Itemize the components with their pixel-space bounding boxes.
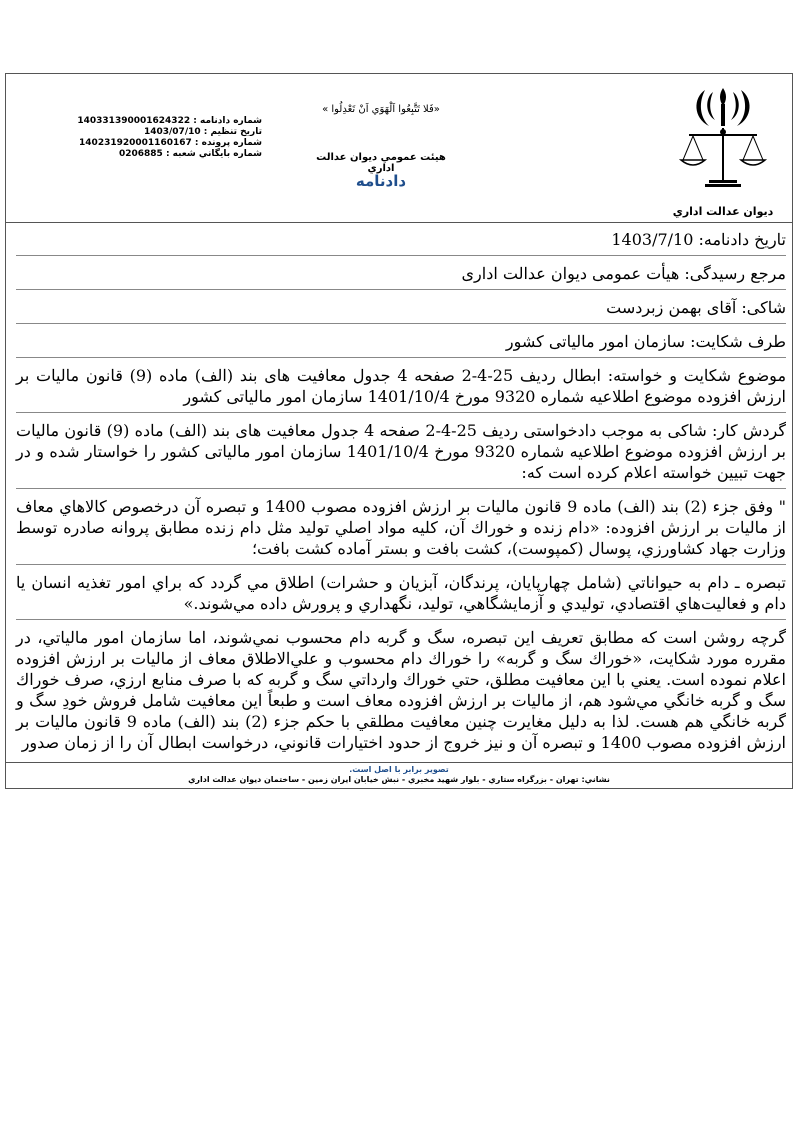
document-frame [5, 73, 793, 763]
document-body [16, 229, 786, 765]
law-quote: " وفق جزء (2) بند (الف) ماده 9 قانون مالیات بر ارزش افزوده مصوب 1400 و تبصره آن درخصوص كالاهاي معاف از ماليات بر ارزش افزوده: «دام زنده و خوراك آن، كليه مواد اصلي توليد مثل دام زنده مطابق پروانه صادره توسط وزارت جهاد كشاورزي، پوسال (كمپوست)، كشت بافت و بستر آماده كشت بافت؛ [16, 496, 786, 565]
document-footer [5, 763, 793, 789]
argument: گرچه روشن است كه مطابق تعريف اين تبصره، سگ و گربه دام محسوب نمي‌شوند، اما سازمان امور مالياتي، در مقرره مورد شكايت، «خوراك سگ و گربه» را خوراك دام محسوب و علي‌الاطلاق معاف از ماليات بر ارزش افزوده اعلام نموده است. يعني با اين معافيت مطلق، حتي خوراك وارداتي سگ و گربه كه با صرف منابع ارزي، صرف خوراك سگ و گربه خانگي مي‌شود هم، از ماليات بر ارزش افزوده معاف است و طبعاً اين معافيت شامل فروش خودِ سگ و گربه خانگي هم هست. لذا به دليل مغايرت چنين معافيت مطلقي با حكم جزء (2) بند (الف) ماده 9 قانون ماليات بر ارزش افزوده مصوب 1400 و تبصره آن و نيز خروج از حدود اختيارات قانوني، درخواست ابطال آن را از زمان صدور [16, 628, 787, 752]
defendant: طرف شکایت: سازمان امور مالیاتی کشور [16, 331, 786, 358]
meta-value: 1403/07/10 [143, 127, 201, 137]
meta-row-ruling-number [72, 116, 262, 127]
ruling-date: تاریخ دادنامه: 1403/7/10 [16, 229, 786, 256]
meta-value: 0206885 [118, 149, 163, 159]
emblem-caption: ديوان عدالت اداري [672, 205, 774, 218]
meta-value: 14023192000116016‌7 [79, 138, 192, 148]
board-name: هيئت عمومي ديوان عدالت اداري [316, 152, 446, 174]
meta-value: 140331390001624322 [77, 116, 191, 126]
meta-label: شماره بايگاني شعبه : [165, 149, 262, 159]
meta-row-issue-date [72, 127, 262, 138]
plaintiff: شاکی: آقای بهمن زبردست [16, 297, 786, 324]
emblem-block [668, 84, 778, 220]
case-proceedings: گردش کار: شاکی به موجب دادخواستی ردیف 25-4-2 صفحه 4 جدول معافیت های بند (الف) ماده (9) قانون مالیات بر ارزش افزوده موضوع اطلاعیه شماره 9320 مورخ 1401/10/4 سازمان امور مالیاتی کشور را خواستار شده و در جهت تبیین خواسته اعلام کرده است که: [16, 420, 786, 489]
iran-emblem-scales-icon [675, 84, 771, 196]
quran-verse: «فَلا تَتَّبِعُوا اَلْهَوَي اَنْ تَعْدِلُوا » [322, 104, 440, 115]
meta-label: تاريخ تنظيم : [203, 127, 262, 137]
meta-label: شماره پرونده : [194, 138, 262, 148]
meta-label: شماره دادنامه : [193, 116, 262, 126]
document-title: دادنامه [355, 172, 407, 190]
complaint-subject: موضوع شکایت و خواسته: ابطال ردیف 25-4-2 صفحه 4 جدول معافیت های بند (الف) ماده (9) قانون مالیات بر ارزش افزوده موضوع اطلاعیه شماره 9320 مورخ 1401/10/4 سازمان امور مالیاتی کشور [16, 365, 786, 413]
law-note: تبصره ـ دام به حيواناتي (شامل چهارپايان، پرندگان، آبزيان و حشرات) اطلاق مي گردد كه براي امور تغذيه انسان يا دام و فعاليت‌هاي اقتصادي، توليدي و آزمايشگاهي، توليد، نگهداري و پرورش داده مي‌شوند.» [16, 572, 786, 620]
certified-copy-note: تصوير برابر با اصل است. [349, 765, 449, 774]
meta-row-archive-number [72, 149, 262, 160]
document-header [6, 74, 792, 223]
address: نشاني: تهران - بزرگراه ستاري - بلوار شهيد مخبري - نبش خيابان ايران زمين - ساختمان ديوان عدالت اداري [188, 775, 610, 784]
meta-row-case-number [72, 138, 262, 149]
document-meta [72, 116, 262, 160]
reviewing-authority: مرجع رسیدگی: هیأت عمومی دیوان عدالت اداری [16, 263, 786, 290]
